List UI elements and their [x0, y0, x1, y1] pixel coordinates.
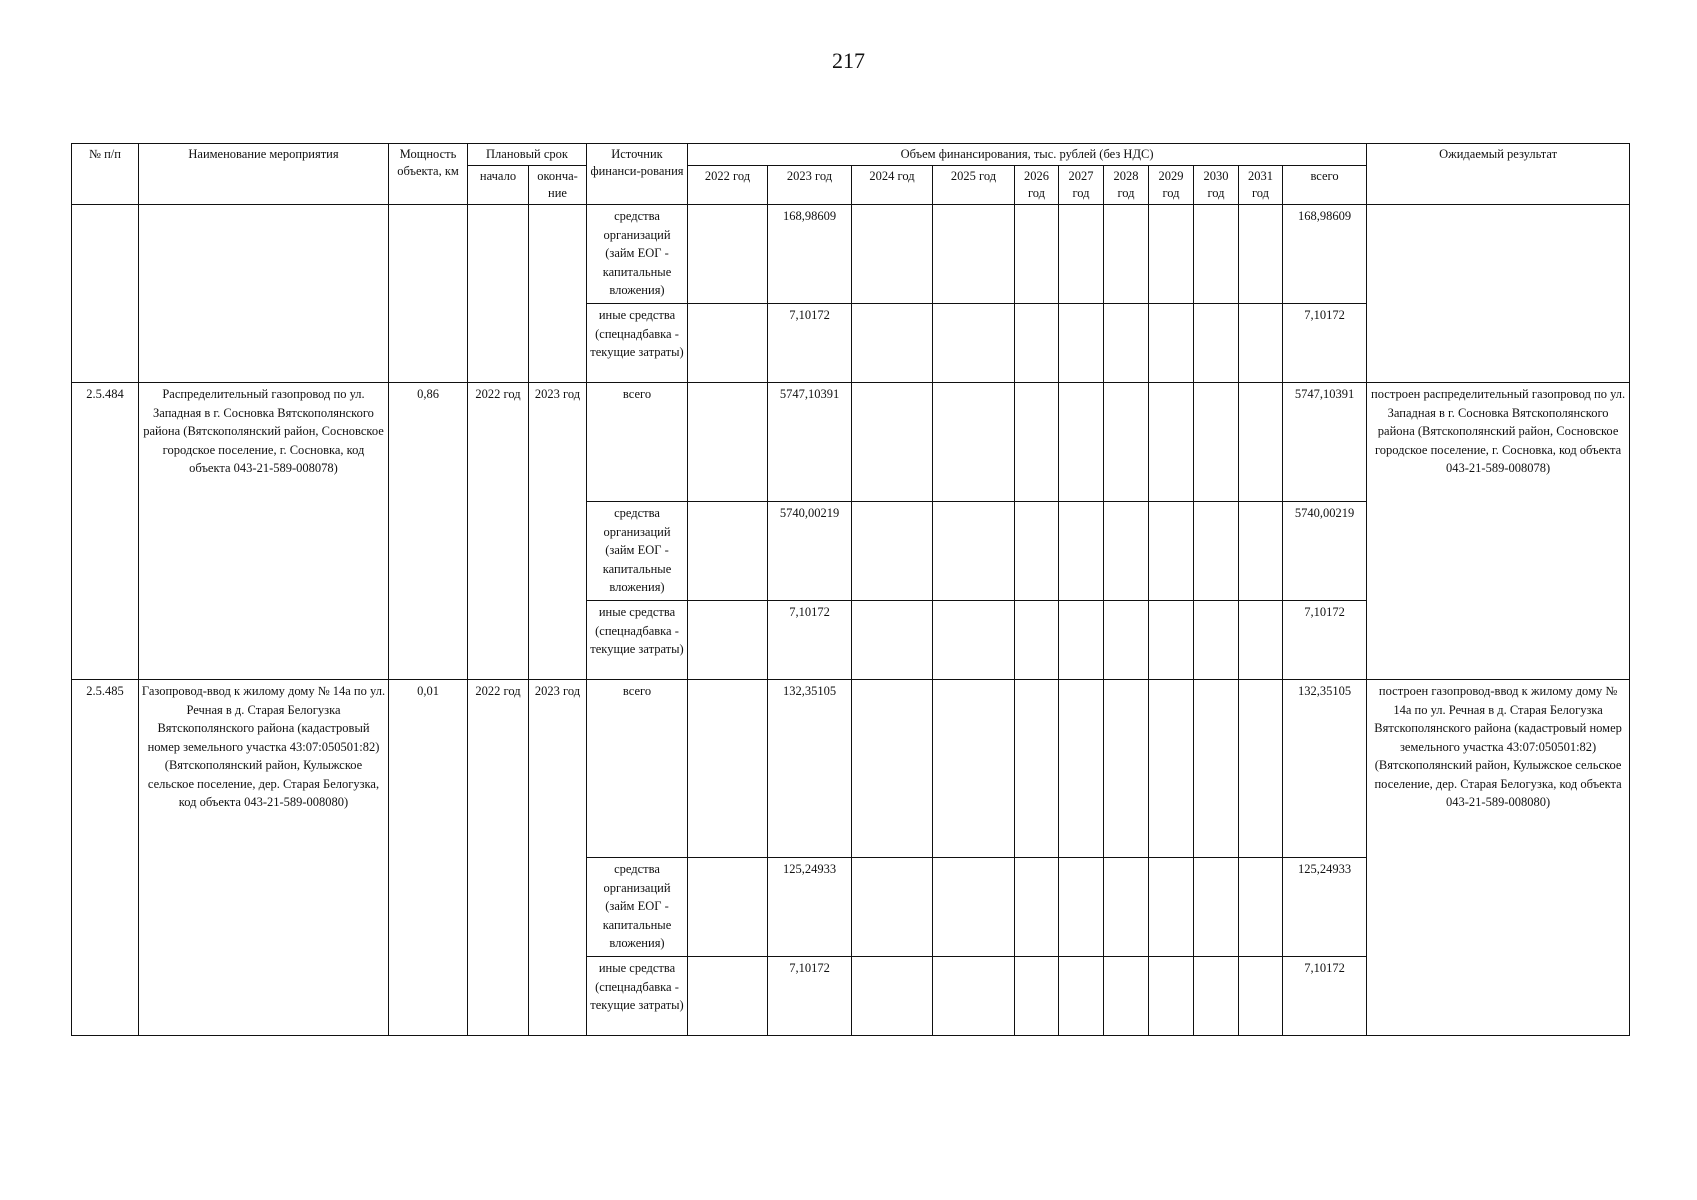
end-cell [529, 205, 587, 383]
year-cell [688, 502, 768, 601]
year-cell: 168,98609 [768, 205, 852, 304]
col-header-year: 2029 год [1149, 166, 1194, 205]
col-header-total: всего [1283, 166, 1367, 205]
year-cell [1059, 304, 1104, 383]
year-cell [1015, 680, 1059, 858]
year-cell [1149, 502, 1194, 601]
year-cell [933, 205, 1015, 304]
capacity-cell [389, 205, 468, 383]
source-cell: средства организаций (займ ЕОГ - капитальные вложения) [587, 858, 688, 957]
year-cell [1194, 383, 1239, 502]
year-cell [1015, 957, 1059, 1036]
col-header-num: № п/п [72, 144, 139, 205]
year-cell [688, 383, 768, 502]
year-cell [1059, 383, 1104, 502]
year-cell: 5747,10391 [768, 383, 852, 502]
source-cell: средства организаций (займ ЕОГ - капитальные вложения) [587, 205, 688, 304]
col-header-year: 2031 год [1239, 166, 1283, 205]
capacity-cell: 0,01 [389, 680, 468, 1036]
name-cell [139, 205, 389, 383]
year-cell [688, 680, 768, 858]
year-cell [1149, 601, 1194, 680]
year-cell [1149, 205, 1194, 304]
year-cell [933, 502, 1015, 601]
year-cell: 7,10172 [768, 304, 852, 383]
year-cell [1059, 502, 1104, 601]
start-cell: 2022 год [468, 680, 529, 1036]
source-cell: средства организаций (займ ЕОГ - капитальные вложения) [587, 502, 688, 601]
col-header-name: Наименование мероприятия [139, 144, 389, 205]
year-cell [1239, 680, 1283, 858]
year-cell [1015, 205, 1059, 304]
end-cell: 2023 год [529, 383, 587, 680]
year-cell [1015, 502, 1059, 601]
col-header-year: 2022 год [688, 166, 768, 205]
col-header-term: Плановый срок [468, 144, 587, 166]
table-row [72, 680, 1630, 858]
start-cell: 2022 год [468, 383, 529, 680]
year-cell: 125,24933 [768, 858, 852, 957]
total-cell: 168,98609 [1283, 205, 1367, 304]
col-header-year: 2027 год [1059, 166, 1104, 205]
name-cell: Распределительный газопровод по ул. Западная в г. Сосновка Вятскополянского района (Вятскополянский район, Сосновское городское поселение, г. Сосновка, код объекта 043-21-589-008078) [139, 383, 389, 680]
year-cell [933, 601, 1015, 680]
year-cell [1104, 680, 1149, 858]
page-number: 217 [832, 48, 865, 73]
table-row [72, 205, 1630, 304]
year-cell [688, 304, 768, 383]
table-row [72, 383, 1630, 502]
total-cell: 125,24933 [1283, 858, 1367, 957]
year-cell [688, 205, 768, 304]
year-cell [1194, 601, 1239, 680]
year-cell [1239, 304, 1283, 383]
year-cell [1149, 304, 1194, 383]
year-cell [852, 858, 933, 957]
num-cell [72, 205, 139, 383]
year-cell: 132,35105 [768, 680, 852, 858]
year-cell: 5740,00219 [768, 502, 852, 601]
year-cell [1104, 304, 1149, 383]
header-row-1 [72, 144, 1630, 166]
year-cell [1194, 205, 1239, 304]
total-cell: 5747,10391 [1283, 383, 1367, 502]
year-cell [1239, 601, 1283, 680]
year-cell [1149, 383, 1194, 502]
col-header-year: 2026 год [1015, 166, 1059, 205]
year-cell [1194, 304, 1239, 383]
col-header-term-start: начало [468, 166, 529, 205]
year-cell [933, 304, 1015, 383]
year-cell [933, 680, 1015, 858]
year-cell [1239, 957, 1283, 1036]
name-cell: Газопровод-ввод к жилому дому № 14а по ул. Речная в д. Старая Белогузка Вятскополянского района (кадастровый номер земельного участка 43:07:050501:82) (Вятскополянский район, Кулыжское сельское поселение, дер. Старая Белогузка, код объекта 043-21-589-008080) [139, 680, 389, 1036]
result-cell: построен газопровод-ввод к жилому дому № 14а по ул. Речная в д. Старая Белогузка Вятскополянского района (кадастровый номер земельного участка 43:07:050501:82) (Вятскополянский район, Кулыжское сельское поселение, дер. Старая Белогузка, код объекта 043-21-589-008080) [1367, 680, 1630, 1036]
year-cell [1015, 601, 1059, 680]
year-cell: 7,10172 [768, 957, 852, 1036]
year-cell [852, 957, 933, 1036]
source-cell: иные средства (спецнадбавка - текущие затраты) [587, 957, 688, 1036]
year-cell [933, 858, 1015, 957]
year-cell [1194, 680, 1239, 858]
col-header-source: Источник финанси-рования [587, 144, 688, 205]
col-header-result: Ожидаемый результат [1367, 144, 1630, 205]
year-cell [1149, 957, 1194, 1036]
year-cell [852, 205, 933, 304]
year-cell [1059, 680, 1104, 858]
year-cell [1104, 383, 1149, 502]
year-cell [933, 383, 1015, 502]
result-cell [1367, 205, 1630, 383]
col-header-capacity: Мощность объекта, км [389, 144, 468, 205]
total-cell: 7,10172 [1283, 304, 1367, 383]
year-cell [852, 601, 933, 680]
num-cell: 2.5.484 [72, 383, 139, 680]
start-cell [468, 205, 529, 383]
col-header-year: 2030 год [1194, 166, 1239, 205]
num-cell: 2.5.485 [72, 680, 139, 1036]
year-cell [1104, 601, 1149, 680]
year-cell [1239, 858, 1283, 957]
end-cell: 2023 год [529, 680, 587, 1036]
year-cell [852, 304, 933, 383]
year-cell [688, 858, 768, 957]
year-cell [1015, 383, 1059, 502]
financing-table [71, 143, 1630, 1036]
total-cell: 7,10172 [1283, 957, 1367, 1036]
source-cell: иные средства (спецнадбавка - текущие затраты) [587, 304, 688, 383]
total-cell: 5740,00219 [1283, 502, 1367, 601]
year-cell [1239, 502, 1283, 601]
year-cell [1015, 304, 1059, 383]
year-cell [1149, 680, 1194, 858]
year-cell [1104, 205, 1149, 304]
year-cell [1059, 601, 1104, 680]
year-cell [852, 383, 933, 502]
col-header-year: 2024 год [852, 166, 933, 205]
year-cell [1104, 502, 1149, 601]
col-header-volume: Объем финансирования, тыс. рублей (без НДС) [688, 144, 1367, 166]
year-cell [852, 502, 933, 601]
year-cell [1194, 858, 1239, 957]
year-cell [1194, 502, 1239, 601]
year-cell [852, 680, 933, 858]
year-cell [1149, 858, 1194, 957]
col-header-year: 2023 год [768, 166, 852, 205]
result-cell: построен распределительный газопровод по ул. Западная в г. Сосновка Вятскополянского района (Вятскополянский район, Сосновское городское поселение, г. Сосновка, код объекта 043-21-589-008078) [1367, 383, 1630, 680]
col-header-year: 2028 год [1104, 166, 1149, 205]
year-cell [1059, 858, 1104, 957]
year-cell [688, 957, 768, 1036]
year-cell [1104, 957, 1149, 1036]
year-cell [1239, 205, 1283, 304]
source-cell: всего [587, 680, 688, 858]
year-cell [1015, 858, 1059, 957]
total-cell: 7,10172 [1283, 601, 1367, 680]
year-cell: 7,10172 [768, 601, 852, 680]
col-header-year: 2025 год [933, 166, 1015, 205]
source-cell: всего [587, 383, 688, 502]
year-cell [1059, 957, 1104, 1036]
capacity-cell: 0,86 [389, 383, 468, 680]
source-cell: иные средства (спецнадбавка - текущие затраты) [587, 601, 688, 680]
year-cell [688, 601, 768, 680]
year-cell [1194, 957, 1239, 1036]
total-cell: 132,35105 [1283, 680, 1367, 858]
year-cell [1239, 383, 1283, 502]
year-cell [933, 957, 1015, 1036]
year-cell [1104, 858, 1149, 957]
col-header-term-end: оконча-ние [529, 166, 587, 205]
year-cell [1059, 205, 1104, 304]
